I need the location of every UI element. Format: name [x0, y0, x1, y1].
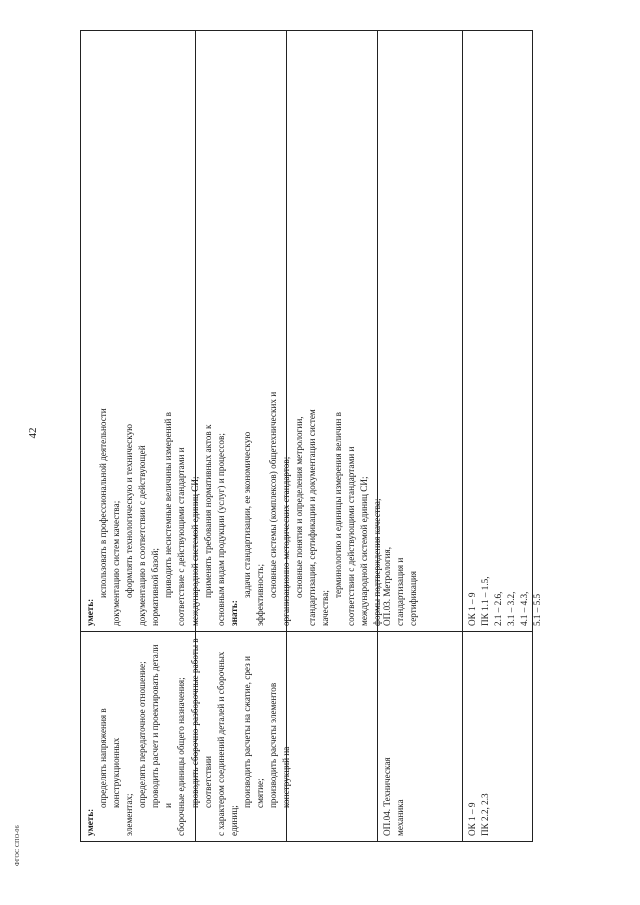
- content-line: международной системой единиц СИ;: [189, 476, 200, 626]
- competency-item: ПК 2.2, 2.3: [480, 793, 491, 836]
- competency-list: [466, 36, 544, 626]
- content-line: использовать в профессиональной деятельности: [98, 408, 109, 598]
- curriculum-table: [80, 30, 543, 842]
- table-cell-required-hours-row2: [286, 632, 377, 842]
- table-cell-content-row1: [80, 30, 383, 632]
- content-line: основные понятия и определения метрологии,: [294, 416, 304, 598]
- content-line: с характером соединений деталей и сборочных единиц;: [215, 651, 239, 836]
- content-line: международной системой единиц СИ;: [359, 476, 370, 626]
- table-cell-max-hours-row1: [195, 30, 286, 632]
- content-line: документацию систем качества;: [111, 500, 122, 626]
- content-line: применять требования нормативных актов к: [202, 424, 213, 598]
- content-line: проводить сборочно-разборочные работы в соответствии: [189, 638, 213, 808]
- content-line: эффективность;: [254, 563, 265, 626]
- content-line: стандартизации, сертификации и документации систем: [307, 409, 318, 626]
- content-line: проводить расчет и проектировать детали и: [150, 644, 174, 808]
- competency-item: 4.1 – 4.3,: [519, 591, 530, 626]
- table-cell-content-row2: [80, 632, 291, 842]
- table-cell-discipline-row2: [377, 722, 462, 842]
- content-line: элементах;: [124, 793, 135, 836]
- content-line: задачи стандартизации, ее экономическую: [241, 431, 252, 598]
- page-number: 42: [27, 427, 39, 439]
- content-line: сборочные единицы общего назначения;: [176, 677, 187, 836]
- table-cell-competencies-row2: [462, 632, 533, 842]
- content-line: производить расчеты на сжатие, срез и смятие;: [241, 656, 265, 808]
- content-line: терминологию и единицы измерения величин в: [333, 412, 344, 598]
- content-line: определять напряжения в конструкционных: [98, 708, 122, 808]
- content-line: соответствии с действующими стандартами и: [346, 446, 357, 626]
- table-cell-max-hours-row2: [195, 632, 286, 842]
- content-line: организационно-методических стандартов;: [280, 456, 291, 626]
- section-label: уметь:: [85, 808, 95, 836]
- content-line: приводить несистемные величины измерений в: [163, 412, 174, 598]
- section-label: уметь:: [85, 598, 95, 626]
- table-cell-competencies-row1: [462, 30, 543, 632]
- discipline-name: ОП.04. Техническая механика: [382, 757, 406, 836]
- content-line: определять передаточное отношение;: [137, 661, 148, 808]
- competency-item: ПК 1.1 – 1.5,: [480, 576, 491, 626]
- competency-item: 5.1 – 5.5: [532, 593, 543, 626]
- content-line: основным видам продукции (услуг) и процессов;: [215, 433, 226, 626]
- competency-item: ОК 1 – 9: [467, 802, 477, 836]
- competency-item: ОК 1 – 9: [467, 592, 477, 626]
- content-line: основные системы (комплексов) общетехнических и: [267, 391, 278, 598]
- content-line: нормативной базой;: [150, 548, 161, 626]
- content-line: оформлять технологическую и техническую: [124, 423, 135, 598]
- competency-list: [466, 638, 492, 836]
- competency-item: 3.1 – 3.2,: [506, 591, 517, 626]
- discipline-name: ОП.03. Метрология, стандартизация и сертификация: [382, 546, 419, 626]
- footer-standard-code: ФГОС СПО-06: [15, 825, 21, 866]
- competency-item: 2.1 – 2.6,: [493, 591, 504, 626]
- content-line: документацию в соответствии с действующей: [137, 445, 148, 626]
- table-cell-required-hours-row1: [286, 30, 377, 632]
- content-line: соответствие с действующими стандартами и: [176, 447, 187, 626]
- section-label: знать:: [228, 600, 239, 626]
- content-line: производить расчеты элементов конструкций на: [267, 682, 291, 808]
- content-line: качества;: [320, 590, 331, 626]
- table-cell-discipline-row1: [377, 512, 462, 632]
- content-line: формы подтверждения качества;: [372, 498, 383, 626]
